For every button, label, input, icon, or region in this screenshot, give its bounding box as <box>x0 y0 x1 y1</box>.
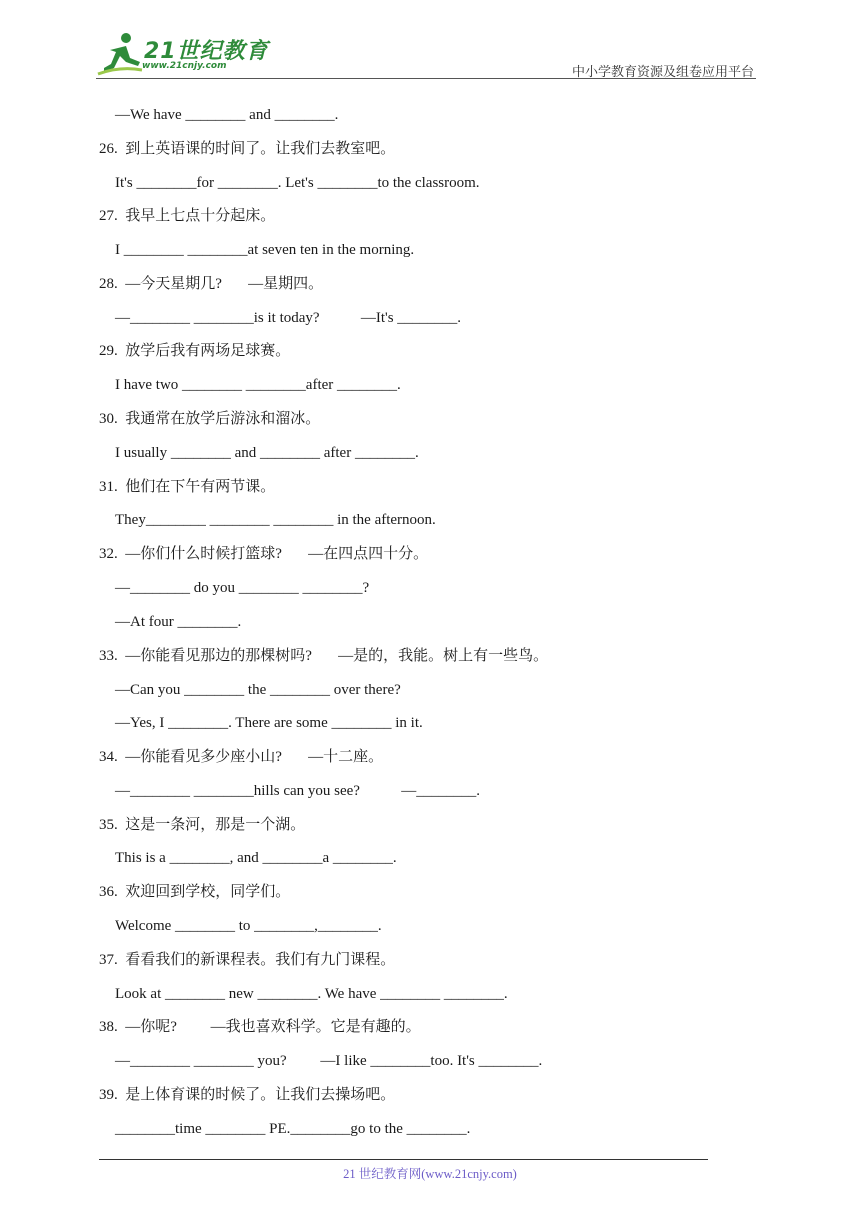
question-line: 39. 是上体育课的时候了。让我们去操场吧。 <box>99 1087 396 1103</box>
answer-line: Welcome ________ to ________,________. <box>115 918 382 934</box>
page-header <box>0 0 860 82</box>
question-line: 30. 我通常在放学后游泳和溜冰。 <box>99 411 321 427</box>
answer-line: I ________ ________at seven ten in the morning. <box>115 242 415 258</box>
question-line: 28. —今天星期几? —星期四。 <box>99 276 324 292</box>
footer-divider <box>99 1159 708 1160</box>
question-line: 33. —你能看见那边的那棵树吗? —是的，我能。树上有一些鸟。 <box>99 648 549 664</box>
answer-line: This is a ________, and ________a ________. <box>115 850 397 866</box>
answer-line: —We have ________ and ________. <box>115 107 339 123</box>
question-line: 38. —你呢? —我也喜欢科学。它是有趣的。 <box>99 1019 421 1035</box>
question-line: 36. 欢迎回到学校，同学们。 <box>99 884 291 900</box>
runner-icon <box>96 32 144 76</box>
question-line: 35. 这是一条河，那是一个湖。 <box>99 817 306 833</box>
answer-line: I have two ________ ________after ________. <box>115 377 401 393</box>
question-line: 27. 我早上七点十分起床。 <box>99 208 276 224</box>
question-line: 29. 放学后我有两场足球赛。 <box>99 343 291 359</box>
logo-text: 21世纪教育 <box>144 39 269 64</box>
answer-line: —________ ________hills can you see? —________. <box>115 783 480 799</box>
answer-line: —At four ________. <box>115 614 242 630</box>
answer-line: —Can you ________ the ________ over there? <box>115 682 401 698</box>
answer-line: They________ ________ ________ in the afternoon. <box>115 512 436 528</box>
answer-line: It's ________for ________. Let's ________to the classroom. <box>115 175 480 191</box>
question-line: 34. —你能看见多少座小山? —十二座。 <box>99 749 384 765</box>
answer-line: —________ ________ you? —I like ________too. It's ________. <box>115 1053 543 1069</box>
platform-title: 中小学教育资源及组卷应用平台 <box>571 64 754 79</box>
question-line: 31. 他们在下午有两节课。 <box>99 479 276 495</box>
site-logo[interactable] <box>96 32 269 78</box>
question-line: 37. 看看我们的新课程表。我们有九门课程。 <box>99 952 396 968</box>
answer-line: I usually ________ and ________ after ________. <box>115 445 419 461</box>
answer-line: —________ do you ________ ________? <box>115 580 370 596</box>
answer-line: —________ ________is it today? —It's ________. <box>115 310 462 326</box>
question-line: 26. 到上英语课的时间了。让我们去教室吧。 <box>99 141 396 157</box>
page-footer[interactable]: 21 世纪教育网(www.21cnjy.com) <box>343 1167 517 1181</box>
answer-line: ________time ________ PE.________go to the ________. <box>115 1121 471 1137</box>
answer-line: Look at ________ new ________. We have ________ ________. <box>115 986 508 1002</box>
question-line: 32. —你们什么时候打篮球? —在四点四十分。 <box>99 546 429 562</box>
logo-url: www.21cnjy.com <box>142 61 227 71</box>
answer-line: —Yes, I ________. There are some ________ in it. <box>115 715 423 731</box>
header-divider <box>96 78 756 79</box>
